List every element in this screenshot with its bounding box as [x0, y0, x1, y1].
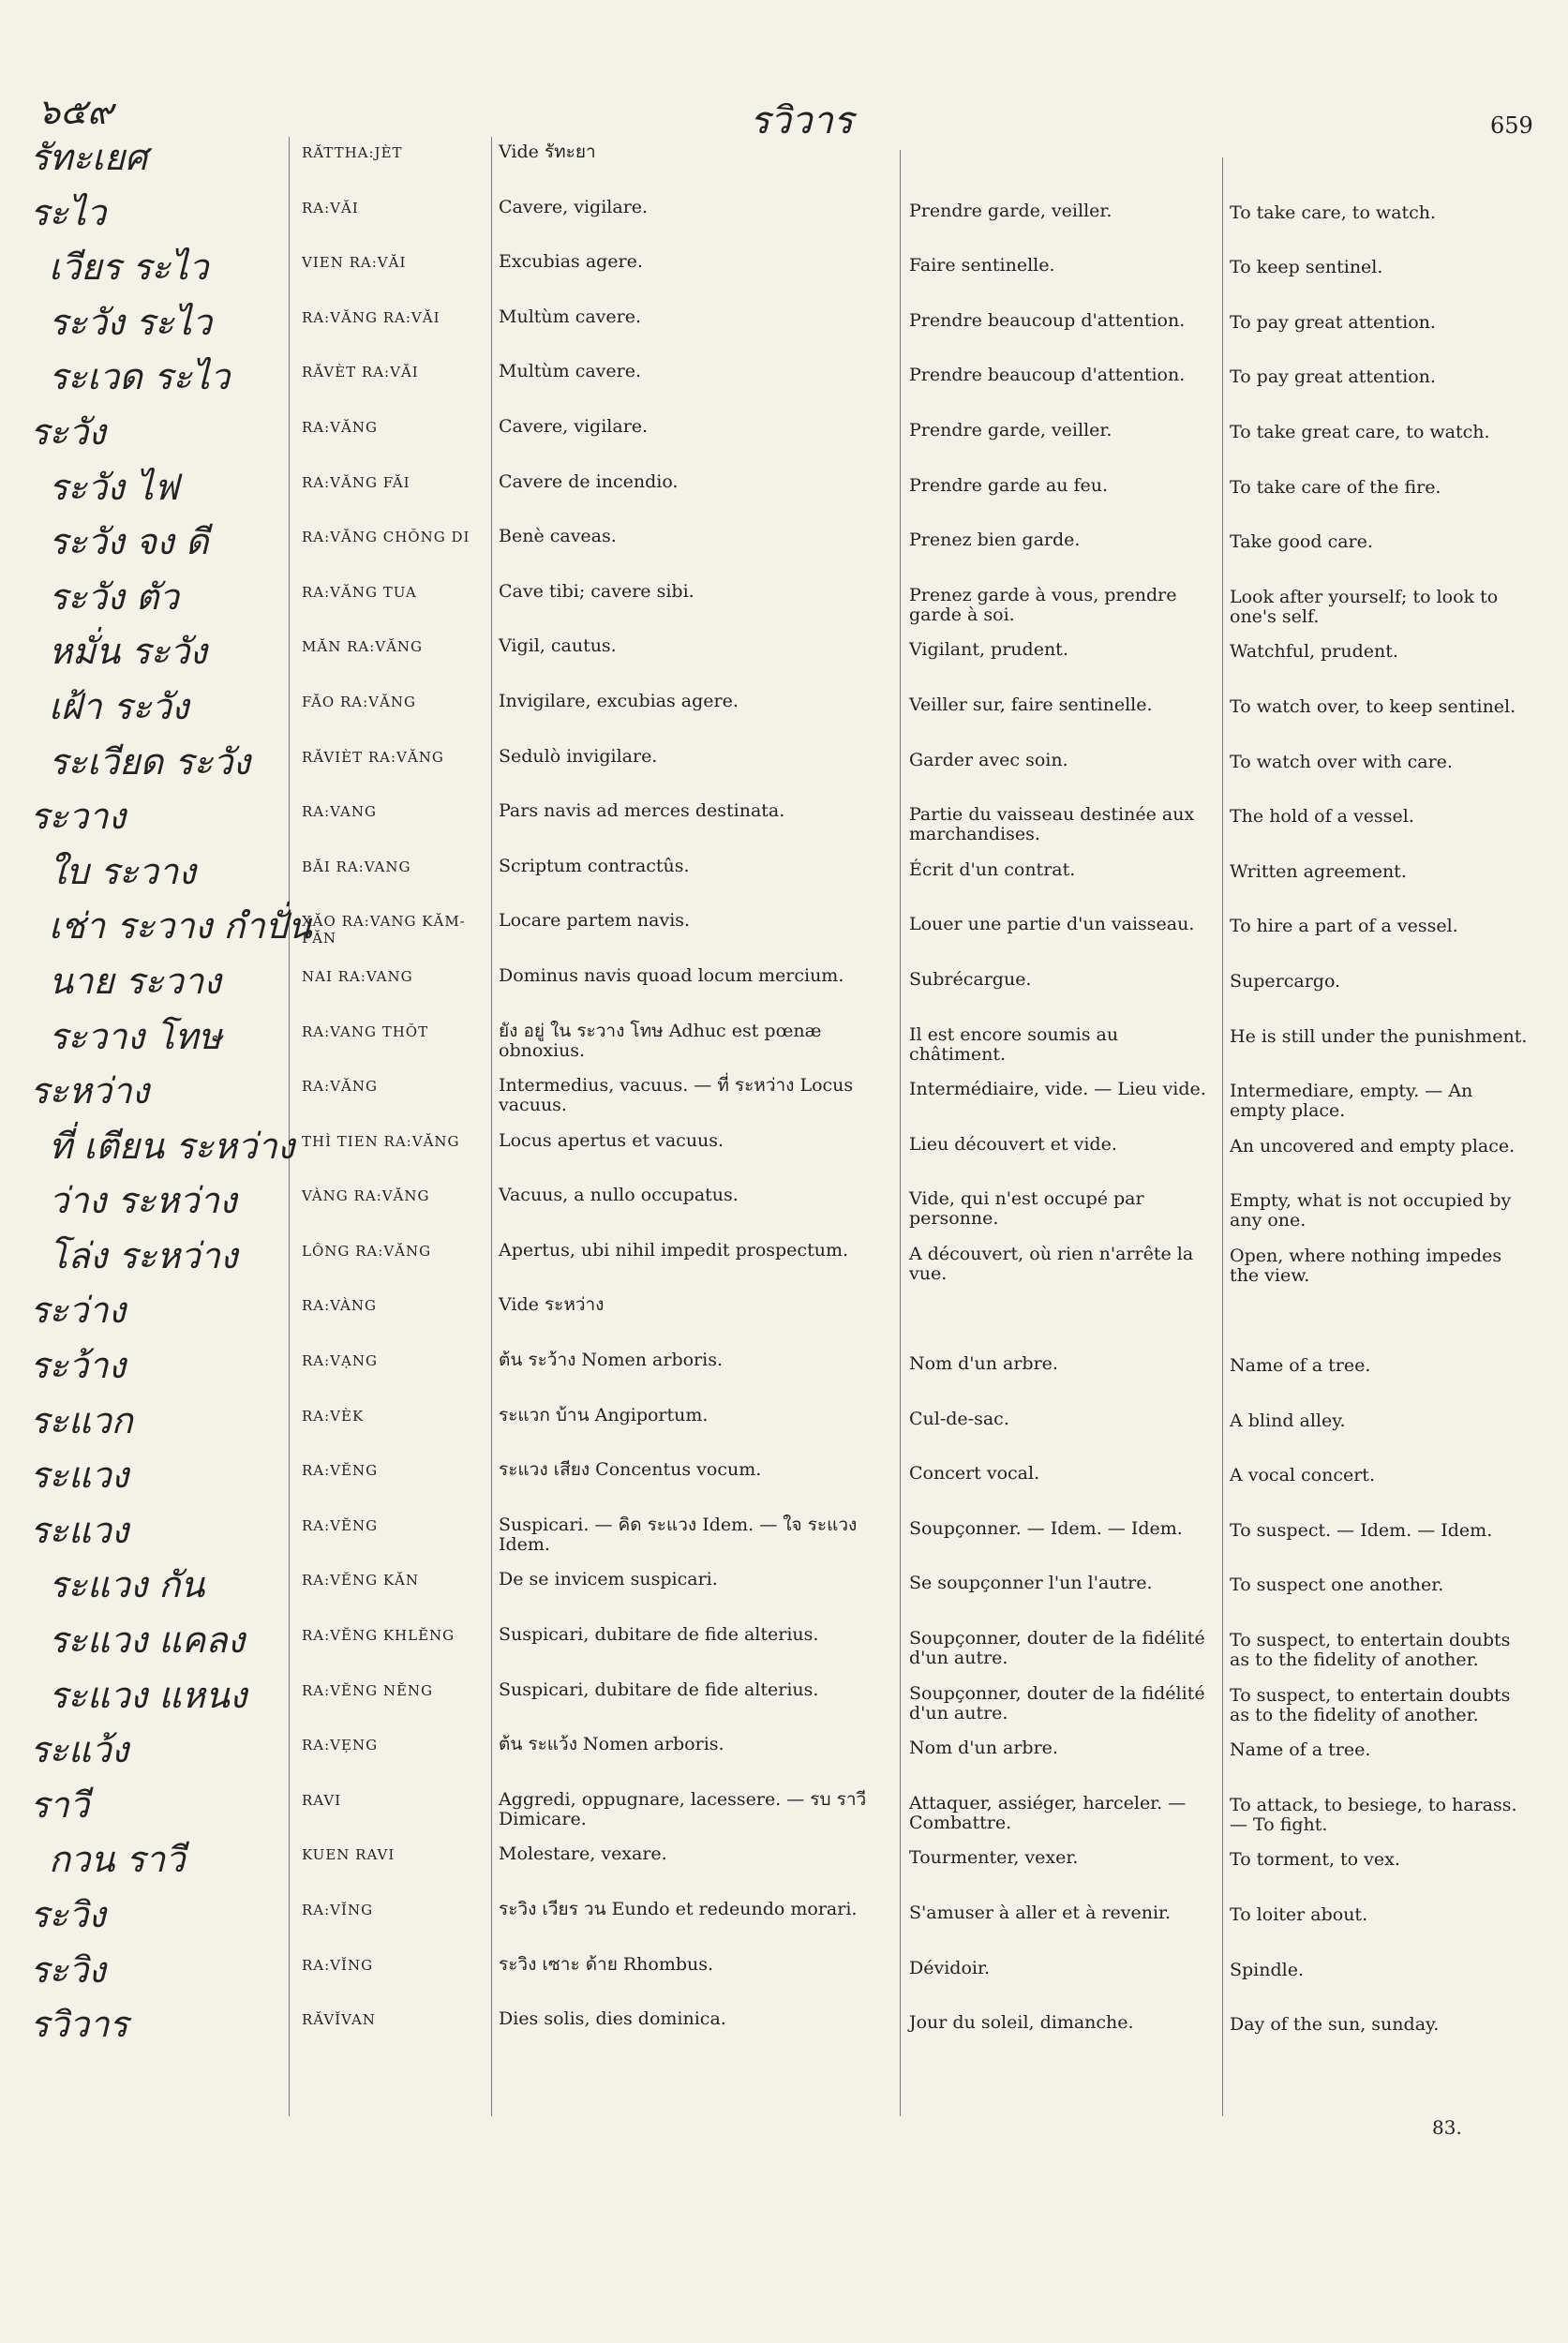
latin-definition: ยัง อยู่ ใน ระวาง โทษ Adhuc est pœnæ obnoxius. [499, 1020, 822, 1061]
english-definition: To take care of the fire. [1230, 476, 1441, 498]
dictionary-entry [0, 461, 1568, 516]
dictionary-entry [0, 187, 1568, 242]
english-definition: To pay great attention. [1230, 311, 1436, 333]
dictionary-entries [0, 131, 1568, 2053]
page-number-thai: ๖๕๙ [37, 91, 113, 132]
dictionary-entry [0, 1504, 1568, 1560]
dictionary-entry [0, 680, 1568, 736]
romanization: RĂVIÈT RA:VĂNG [302, 748, 444, 766]
latin-definition: Suspicari, dubitare de fide alterius. [499, 1679, 819, 1700]
latin-definition: Cavere de incendio. [499, 470, 679, 492]
dictionary-entry [0, 406, 1568, 461]
latin-definition: Dominus navis quoad locum mercium. [499, 964, 844, 986]
dictionary-entry [0, 955, 1568, 1010]
dictionary-entry [0, 1010, 1568, 1066]
french-definition: Tourmenter, vexer. [909, 1847, 1079, 1869]
dictionary-entry [0, 351, 1568, 406]
romanization: RA:VĔNG KĂN [302, 1572, 420, 1589]
dictionary-entry [0, 1339, 1568, 1395]
french-definition: Prendre beaucoup d'attention. [909, 365, 1186, 386]
latin-definition: ระวิง เซาะ ด้าย Rhombus. [499, 1953, 714, 1975]
french-definition: Jour du soleil, dimanche. [909, 2012, 1134, 2034]
french-definition: Garder avec soin. [909, 749, 1068, 770]
dictionary-entry [0, 1449, 1568, 1504]
thai-headword: ระวัง ตัว [49, 575, 179, 618]
dictionary-entry [0, 241, 1568, 296]
french-definition: Attaquer, assiéger, harceler. — Combattre. [909, 1792, 1187, 1833]
romanization: RA:VANG [302, 803, 377, 821]
english-definition: To hire a part of a vessel. [1230, 916, 1458, 937]
thai-headword: ระแว้ง [30, 1729, 129, 1771]
dictionary-entry [0, 1833, 1568, 1888]
dictionary-entry [0, 1944, 1568, 1999]
thai-headword: ระแวง แคลง [49, 1619, 246, 1662]
latin-definition: Suspicari, dubitare de fide alterius. [499, 1624, 819, 1646]
english-definition: To loiter about. [1230, 1904, 1368, 1925]
dictionary-entry [0, 1559, 1568, 1614]
thai-headword: ระว่าง [30, 1290, 127, 1332]
latin-definition: Suspicari. — คิด ระแวง Idem. — ใจ ระแวง Idem. [499, 1514, 858, 1555]
romanization: RA:VĬNG [302, 1902, 374, 1918]
thai-headword: ระแวง [30, 1509, 129, 1551]
french-definition: Écrit d'un contrat. [909, 858, 1076, 880]
english-definition: To suspect. — Idem. — Idem. [1230, 1519, 1493, 1541]
english-definition: Open, where nothing impedes the view. [1230, 1245, 1502, 1286]
romanization: FĂO RA:VĂNG [302, 693, 416, 710]
latin-definition: Vigil, cautus. [499, 635, 617, 657]
english-definition: To take care, to watch. [1230, 201, 1437, 223]
running-head: รวิวาร [750, 99, 854, 142]
french-definition: Prendre garde, veiller. [909, 200, 1113, 221]
latin-definition: Apertus, ubi nihil impedit prospectum. [499, 1239, 848, 1261]
thai-headword: ระแวก [30, 1399, 133, 1441]
thai-headword: ระวัง จง ดี [49, 521, 209, 563]
romanization: NAI RA:VANG [302, 967, 413, 985]
dictionary-entry [0, 1888, 1568, 1944]
dictionary-entry [0, 1779, 1568, 1834]
english-definition: He is still under the punishment. [1230, 1025, 1528, 1047]
thai-headword: ระเวด ระไว [49, 356, 231, 398]
french-definition: Se soupçonner l'un l'autre. [909, 1573, 1153, 1594]
french-definition: Vide, qui n'est occupé par personne. [909, 1188, 1144, 1230]
latin-definition: Excubias agere. [499, 251, 643, 273]
romanization: RA:VẠNG [302, 1352, 378, 1370]
latin-definition: ระวิง เวียร วน Eundo et redeundo morari. [499, 1899, 858, 1919]
latin-definition: Invigilare, excubias agere. [499, 690, 739, 711]
romanization: RAVI [302, 1791, 342, 1809]
thai-headword: ระว้าง [30, 1345, 127, 1387]
romanization: RA:VĔNG [302, 1516, 379, 1534]
french-definition: Louer une partie d'un vaisseau. [909, 914, 1195, 935]
french-definition: Subrécargue. [909, 968, 1032, 990]
english-definition: A blind alley. [1230, 1410, 1346, 1431]
french-definition: Prenez bien garde. [909, 530, 1081, 551]
thai-headword: รวิวาร [30, 2004, 128, 2046]
english-definition: To keep sentinel. [1230, 257, 1383, 278]
thai-headword: ระวาง [30, 796, 127, 838]
french-definition: Intermédiaire, vide. — Lieu vide. [909, 1079, 1206, 1100]
dictionary-entry [0, 790, 1568, 845]
french-definition: Veiller sur, faire sentinelle. [909, 694, 1153, 715]
latin-definition: Benè caveas. [499, 526, 617, 547]
latin-definition: Scriptum contractûs. [499, 855, 690, 876]
romanization: BĂI RA:VANG [302, 858, 411, 875]
french-definition: Partie du vaisseau destinée aux marchandises. [909, 804, 1195, 845]
latin-definition: ต้น ระแว้ง Nomen arboris. [499, 1734, 724, 1755]
thai-headword: ราวี [30, 1783, 90, 1826]
romanization: LÔNG RA:VĂNG [302, 1242, 432, 1260]
thai-headword: ระวัง ไฟ [49, 466, 179, 508]
english-definition: The hold of a vessel. [1230, 806, 1414, 828]
romanization: RA:VĂNG [302, 418, 378, 436]
english-definition: An uncovered and empty place. [1230, 1135, 1516, 1157]
romanization: RA:VĂNG [302, 1078, 378, 1096]
english-definition: To torment, to vex. [1230, 1849, 1400, 1871]
english-definition: Intermediare, empty. — An empty place. [1230, 1081, 1473, 1122]
english-definition: To attack, to besiege, to harass. — To fight. [1230, 1794, 1517, 1835]
romanization: VIEN RA:VĂI [302, 254, 407, 272]
thai-headword: ระแวง แหนง [49, 1674, 247, 1716]
latin-definition: Multùm cavere. [499, 361, 642, 382]
french-definition: Prendre garde au feu. [909, 474, 1109, 496]
thai-headword: ระไว [30, 191, 107, 233]
latin-definition: Sedulò invigilare. [499, 745, 658, 767]
latin-definition: Vacuus, a nullo occupatus. [499, 1185, 739, 1206]
thai-headword: ระแวง [30, 1455, 129, 1497]
french-definition: Soupçonner, douter de la fidélité d'un autre. [909, 1628, 1205, 1669]
english-definition: To pay great attention. [1230, 366, 1436, 388]
latin-definition: Vide ระหว่าง [499, 1294, 605, 1316]
romanization: RA:VÀNG [302, 1297, 377, 1315]
french-definition: Il est encore soumis au châtiment. [909, 1023, 1119, 1065]
french-definition: Cul-de-sac. [909, 1408, 1009, 1429]
thai-headword: ระวัง ระไว [49, 301, 213, 343]
latin-definition: Locare partem navis. [499, 910, 691, 932]
dictionary-entry [0, 900, 1568, 955]
english-definition: To suspect one another. [1230, 1574, 1444, 1596]
thai-headword: ระวิง [30, 1894, 106, 1935]
english-definition: Supercargo. [1230, 970, 1341, 992]
romanization: MĂN RA:VĂNG [302, 638, 424, 656]
dictionary-entry [0, 515, 1568, 571]
dictionary-entry [0, 1998, 1568, 2053]
latin-definition: ต้น ระว้าง Nomen arboris. [499, 1350, 723, 1371]
english-definition: To suspect, to entertain doubts as to the fidelity of another. [1230, 1684, 1511, 1725]
french-definition: A découvert, où rien n'arrête la vue. [909, 1243, 1194, 1284]
thai-headword: ระวิง [30, 1948, 106, 1991]
english-definition: Take good care. [1230, 531, 1373, 553]
romanization: RA:VĔNG NĔNG [302, 1681, 434, 1699]
french-definition: Dévidoir. [909, 1957, 991, 1978]
french-definition: Soupçonner. — Idem. — Idem. [909, 1517, 1183, 1539]
romanization: RA:VĔNG [302, 1462, 379, 1480]
english-definition: Written agreement. [1230, 860, 1407, 882]
thai-headword: กวน ราวี [49, 1839, 186, 1881]
thai-headword: ว่าง ระหว่าง [49, 1180, 237, 1222]
thai-headword: ใบ ระวาง [49, 850, 196, 892]
french-definition: Prendre beaucoup d'attention. [909, 309, 1186, 331]
romanization: RĂVĬVAN [302, 2011, 376, 2029]
latin-definition: Cavere, vigilare. [499, 415, 649, 437]
thai-headword: ระวาง โทษ [49, 1015, 222, 1057]
thai-headword: ระแวง กัน [49, 1564, 205, 1606]
dictionary-entry [0, 571, 1568, 626]
latin-definition: Dies solis, dies dominica. [499, 2008, 726, 2030]
french-definition: Vigilant, prudent. [909, 639, 1068, 661]
latin-definition: ระแวก บ้าน Angiportum. [499, 1404, 709, 1425]
english-definition: Name of a tree. [1230, 1739, 1371, 1761]
romanization: RA:VĂNG TUA [302, 583, 417, 601]
romanization: VÀNG RA:VĂNG [302, 1187, 430, 1205]
thai-headword: หมั่น ระวัง [49, 631, 207, 673]
english-definition: To watch over with care. [1230, 751, 1453, 772]
dictionary-entry [0, 1230, 1568, 1285]
dictionary-entry [0, 736, 1568, 791]
french-definition: Faire sentinelle. [909, 255, 1055, 276]
latin-definition: ระแวง เสียง Concentus vocum. [499, 1459, 762, 1481]
dictionary-entry [0, 1174, 1568, 1230]
english-definition: To suspect, to entertain doubts as to the fidelity of another. [1230, 1630, 1511, 1671]
romanization: THÌ TIEN RA:VĂNG [302, 1132, 460, 1150]
thai-headword: เวียร ระไว [49, 246, 209, 289]
thai-headword: โล่ง ระหว่าง [49, 1234, 238, 1276]
thai-headword: ระวัง [30, 410, 106, 453]
thai-headword: เช่า ระวาง กำปั่น [49, 905, 312, 948]
romanization: RA:VĂNG FĂI [302, 473, 411, 491]
latin-definition: De se invicem suspicari. [499, 1569, 718, 1590]
romanization: RĂTTHA:JÈT [302, 144, 403, 161]
dictionary-entry [0, 1669, 1568, 1724]
english-definition: Day of the sun, sunday. [1230, 2014, 1440, 2036]
signature-mark: 83. [1432, 2116, 1462, 2139]
thai-headword: รัทะเยศ [30, 137, 148, 178]
english-definition: A vocal concert. [1230, 1465, 1375, 1486]
dictionary-entry [0, 296, 1568, 351]
romanization: XĂO RA:VANG KĂM-PĂN [302, 913, 466, 948]
english-definition: To take great care, to watch. [1230, 421, 1490, 442]
romanization: RA:VẸNG [302, 1737, 379, 1754]
english-definition: Name of a tree. [1230, 1355, 1371, 1377]
thai-headword: ระหว่าง [30, 1070, 150, 1112]
romanization: RĂVÈT RA:VĂI [302, 364, 419, 381]
romanization: RA:VANG THŎT [302, 1022, 429, 1040]
dictionary-entry [0, 1120, 1568, 1175]
latin-definition: Intermedius, vacuus. — ที่ ระหว่าง Locus vacuus. [499, 1075, 854, 1116]
thai-headword: ที่ เตียน ระหว่าง [49, 1125, 295, 1167]
english-definition: Watchful, prudent. [1230, 641, 1398, 663]
romanization: RA:VĂNG CHŎNG DI [302, 529, 470, 546]
french-definition: S'amuser à aller et à revenir. [909, 1903, 1172, 1923]
romanization: RA:VĔNG KHLĔNG [302, 1627, 455, 1645]
dictionary-entry [0, 625, 1568, 680]
thai-headword: ระเวียด ระวัง [49, 740, 250, 783]
english-definition: Look after yourself; to look to one's self. [1230, 586, 1499, 627]
french-definition: Concert vocal. [909, 1463, 1040, 1485]
page-number: 659 [1490, 112, 1533, 139]
latin-definition: Vide รัทะยา [499, 142, 596, 162]
dictionary-entry [0, 1724, 1568, 1779]
latin-definition: Cavere, vigilare. [499, 196, 649, 217]
romanization: KUEN RAVI [302, 1846, 396, 1864]
dictionary-entry [0, 1614, 1568, 1669]
french-definition: Prenez garde à vous, prendre garde à soi. [909, 584, 1177, 625]
dictionary-entry [0, 1395, 1568, 1450]
english-definition: To watch over, to keep sentinel. [1230, 695, 1516, 717]
romanization: RA:VÈK [302, 1407, 365, 1425]
dictionary-entry [0, 131, 1568, 187]
english-definition: Empty, what is not occupied by any one. [1230, 1190, 1512, 1231]
english-definition: Spindle. [1230, 1959, 1305, 1980]
romanization: RA:VĂNG RA:VĂI [302, 308, 441, 326]
latin-definition: Molestare, vexare. [499, 1843, 667, 1865]
latin-definition: Locus apertus et vacuus. [499, 1129, 724, 1151]
french-definition: Nom d'un arbre. [909, 1738, 1058, 1759]
french-definition: Lieu découvert et vide. [909, 1133, 1117, 1155]
dictionary-entry [0, 1065, 1568, 1120]
romanization: RA:VĂI [302, 199, 359, 216]
dictionary-entry [0, 1284, 1568, 1339]
romanization: RA:VĬNG [302, 1956, 374, 1974]
french-definition: Prendre garde, veiller. [909, 419, 1113, 440]
latin-definition: Multùm cavere. [499, 306, 642, 327]
dictionary-entry [0, 845, 1568, 901]
french-definition: Soupçonner, douter de la fidélité d'un autre. [909, 1682, 1205, 1724]
thai-headword: นาย ระวาง [49, 960, 221, 1002]
thai-headword: เฝ้า ระวัง [49, 685, 189, 727]
latin-definition: Cave tibi; cavere sibi. [499, 580, 694, 602]
latin-definition: Aggredi, oppugnare, lacessere. — รบ ราวี Dimicare. [499, 1788, 867, 1829]
french-definition: Nom d'un arbre. [909, 1353, 1058, 1375]
latin-definition: Pars navis ad merces destinata. [499, 800, 785, 822]
